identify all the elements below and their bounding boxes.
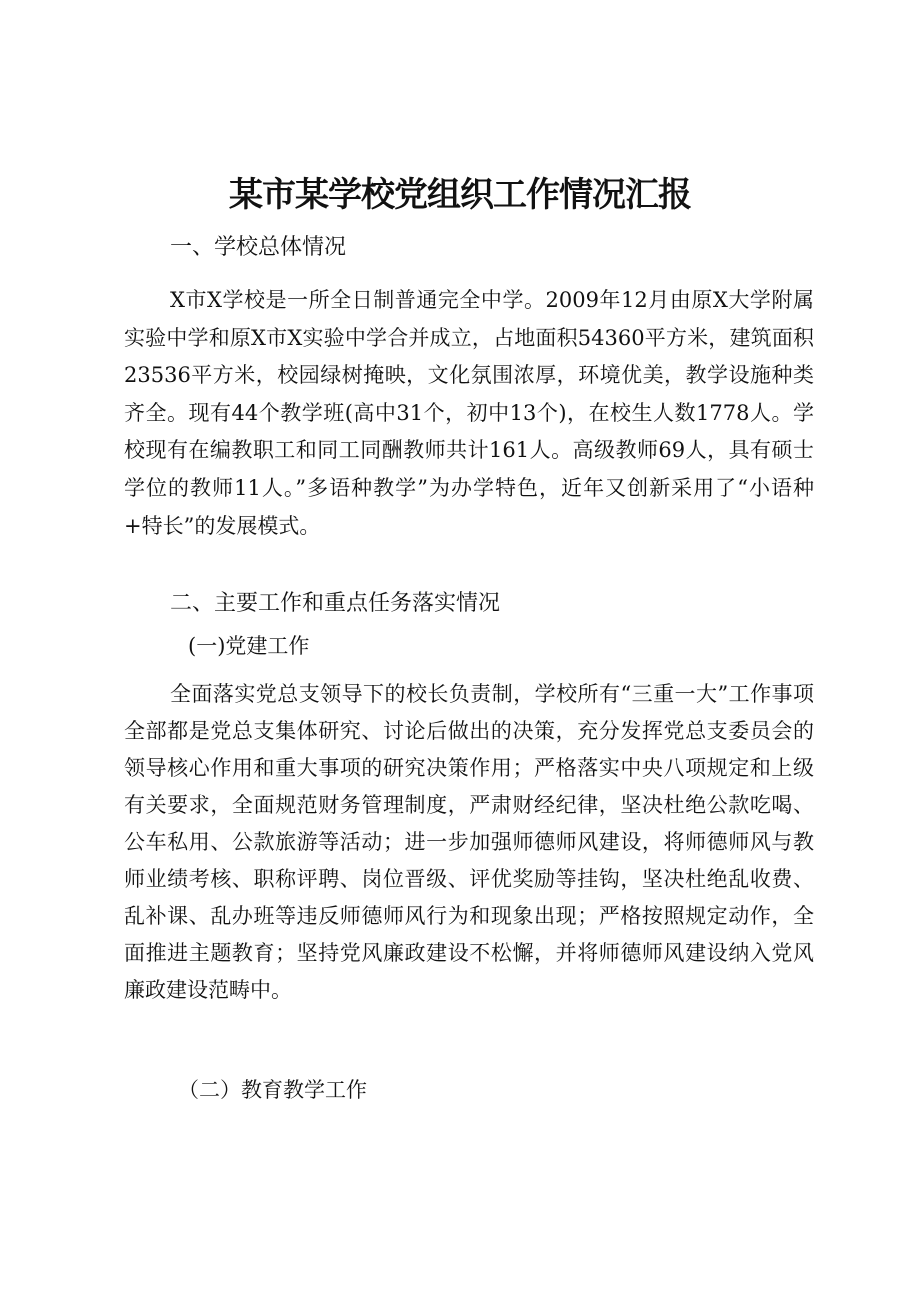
section-heading-main-work: 二、主要工作和重点任务落实情况 [170, 591, 501, 616]
paragraph-school-overview: X市X学校是一所全日制普通完全中学。2009年12月由原X大学附属实验中学和原X市X实验中学合并成立，占地面积54360平方米，建筑面积23536平方米，校园绿树掩映，文化氛围浓厚，环境优美，教学设施种类齐全。现有44个教学班(高中31个，初中13个)，在校生人数1778人。学校现有在编教职工和同工同酬教师共计161人。高级教师69人，具有硕士学位的教师11人。”多语种教学”为办学特色，近年又创新采用了“小语种+特长”的发展模式。 [124, 288, 814, 538]
paragraph-party-building: 全面落实党总支领导下的校长负责制，学校所有“三重一大”工作事项全部都是党总支集体研究、讨论后做出的决策，充分发挥党总支委员会的领导核心作用和重大事项的研究决策作用；严格落实中央八项规定和上级有关要求，全面规范财务管理制度，严肃财经纪律，坚决杜绝公款吃喝、公车私用、公款旅游等活动；进一步加强师德师风建设，将师德师风与教师业绩考核、职称评聘、岗位晋级、评优奖励等挂钩，坚决杜绝乱收费、乱补课、乱办班等违反师德师风行为和现象出现；严格按照规定动作，全面推进主题教育；坚持党风廉政建设不松懈，并将师德师风建设纳入党风廉政建设范畴中。 [124, 682, 814, 1002]
subsection-heading-education: （二）教育教学工作 [178, 1078, 367, 1102]
section-heading-overview: 一、学校总体情况 [170, 235, 347, 260]
subsection-heading-party-building: (一)党建工作 [188, 634, 310, 658]
document-title: 某市某学校党组织工作情况汇报 [229, 175, 691, 215]
